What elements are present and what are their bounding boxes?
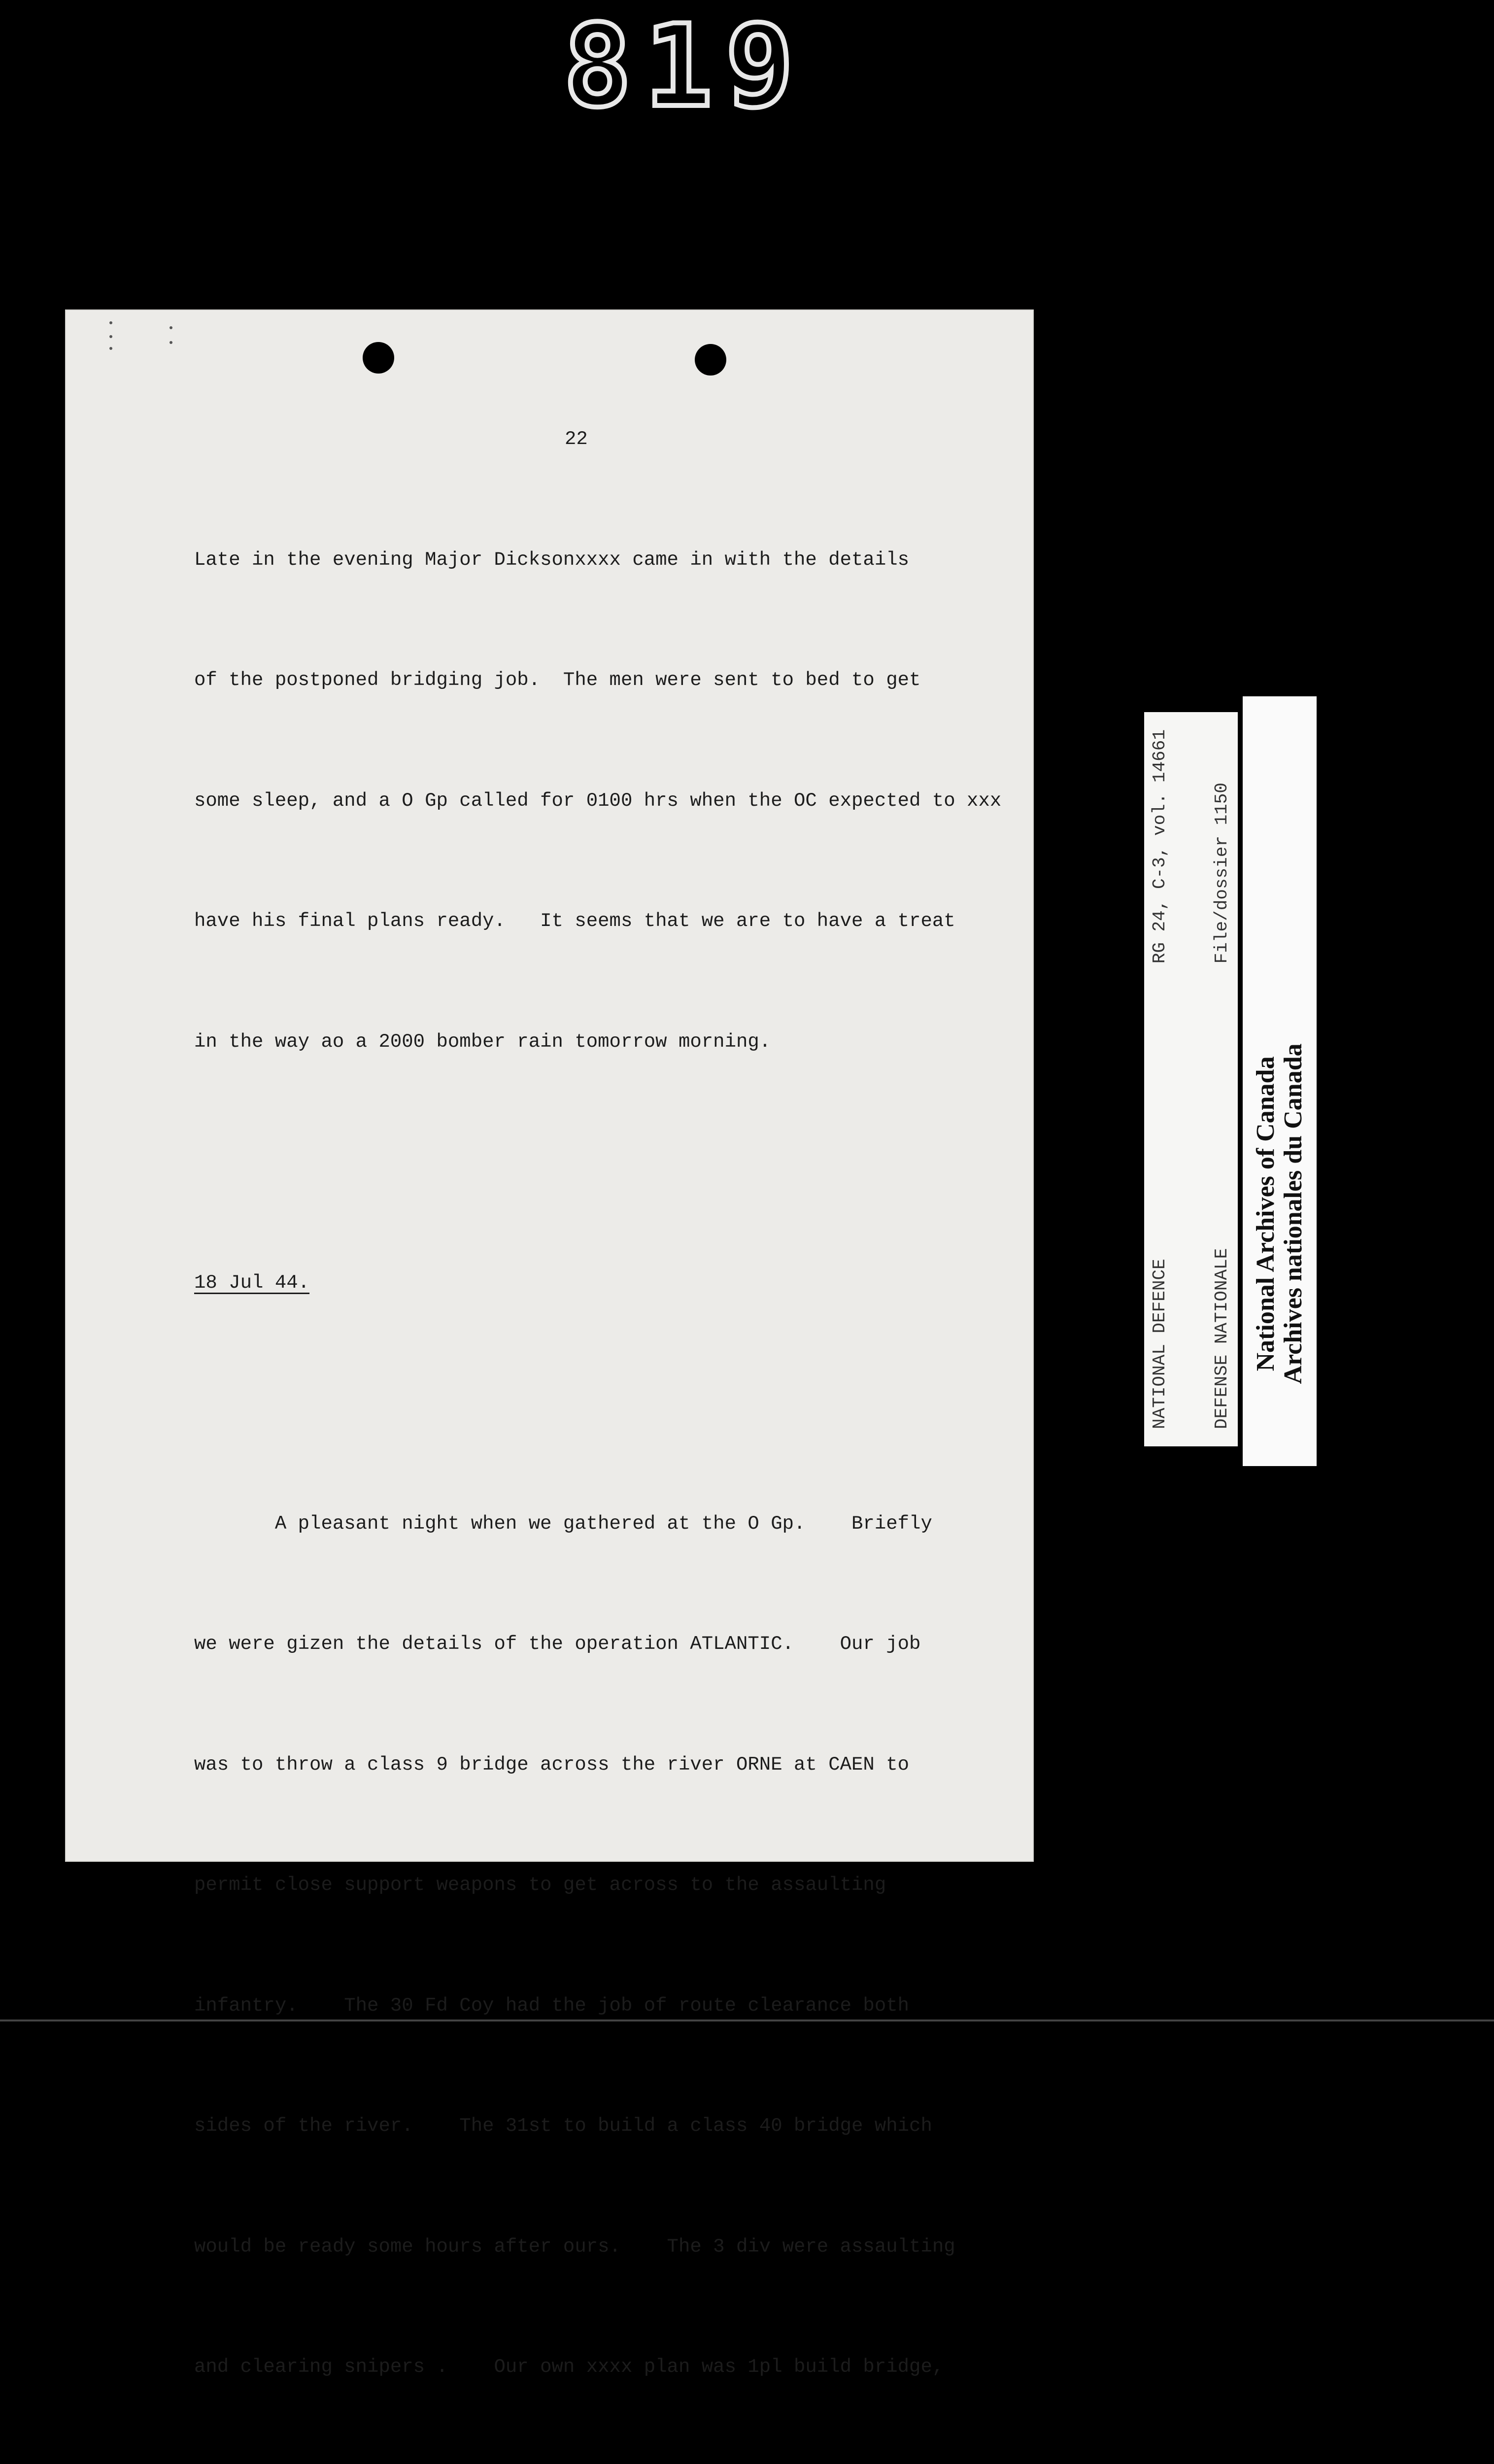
text-line: sides of the river. The 31st to build a class 40 bridge which bbox=[194, 2115, 932, 2137]
text-line: was to throw a class 9 bridge across the river ORNE at CAEN to bbox=[194, 1753, 910, 1776]
page-number: 22 bbox=[565, 428, 588, 450]
document-page bbox=[65, 309, 1034, 2378]
film-edge-line bbox=[0, 2019, 1494, 2021]
reference-label-line: RG 24, C-3, vol. 14661 bbox=[1150, 729, 1170, 964]
text-line: and clearing snipers . Our own xxxx plan was 1pl build bridge, bbox=[194, 2356, 944, 2378]
reference-label-strip bbox=[1144, 712, 1238, 1446]
text-line: some sleep, and a O Gp called for 0100 hrs when the OC expected to xxx bbox=[194, 789, 1002, 812]
text-line: would be ready some hours after ours. The 3 div were assaulting bbox=[194, 2235, 955, 2258]
text-line: we were gizen the details of the operation ATLANTIC. Our job bbox=[194, 1633, 921, 1655]
reference-label-line: DEFENSE NATIONALE bbox=[1212, 1248, 1232, 1429]
reference-label-line: File/dossier 1150 bbox=[1212, 783, 1232, 964]
archive-label-line-1: National Archives of Canada bbox=[1252, 1056, 1280, 1371]
archive-label-line-2: Archives nationales du Canada bbox=[1279, 1043, 1307, 1384]
text-line: have his final plans ready. It seems that we are to have a treat bbox=[194, 910, 955, 932]
reference-label-line: NATIONAL DEFENCE bbox=[1150, 1259, 1170, 1429]
text-line: in the way ao a 2000 bomber rain tomorrow morning. bbox=[194, 1030, 771, 1053]
text-line: infantry. The 30 Fd Coy had the job of route clearance both bbox=[194, 1994, 910, 2017]
date-heading: 18 Jul 44. bbox=[194, 1271, 310, 1294]
text-line: of the postponed bridging job. The men were sent to bed to get bbox=[194, 669, 921, 691]
document-body bbox=[194, 339, 1022, 2464]
archive-label-strip bbox=[1243, 696, 1317, 1466]
text-line: A pleasant night when we gathered at the O Gp. Briefly bbox=[194, 1512, 932, 1535]
frame-number: 819 bbox=[563, 0, 807, 133]
text-line: permit close support weapons to get across to the assaulting bbox=[194, 1874, 886, 1896]
archive-label bbox=[1252, 1027, 1307, 1401]
text-line: Late in the evening Major Dicksonxxxx came in with the details bbox=[194, 548, 910, 571]
